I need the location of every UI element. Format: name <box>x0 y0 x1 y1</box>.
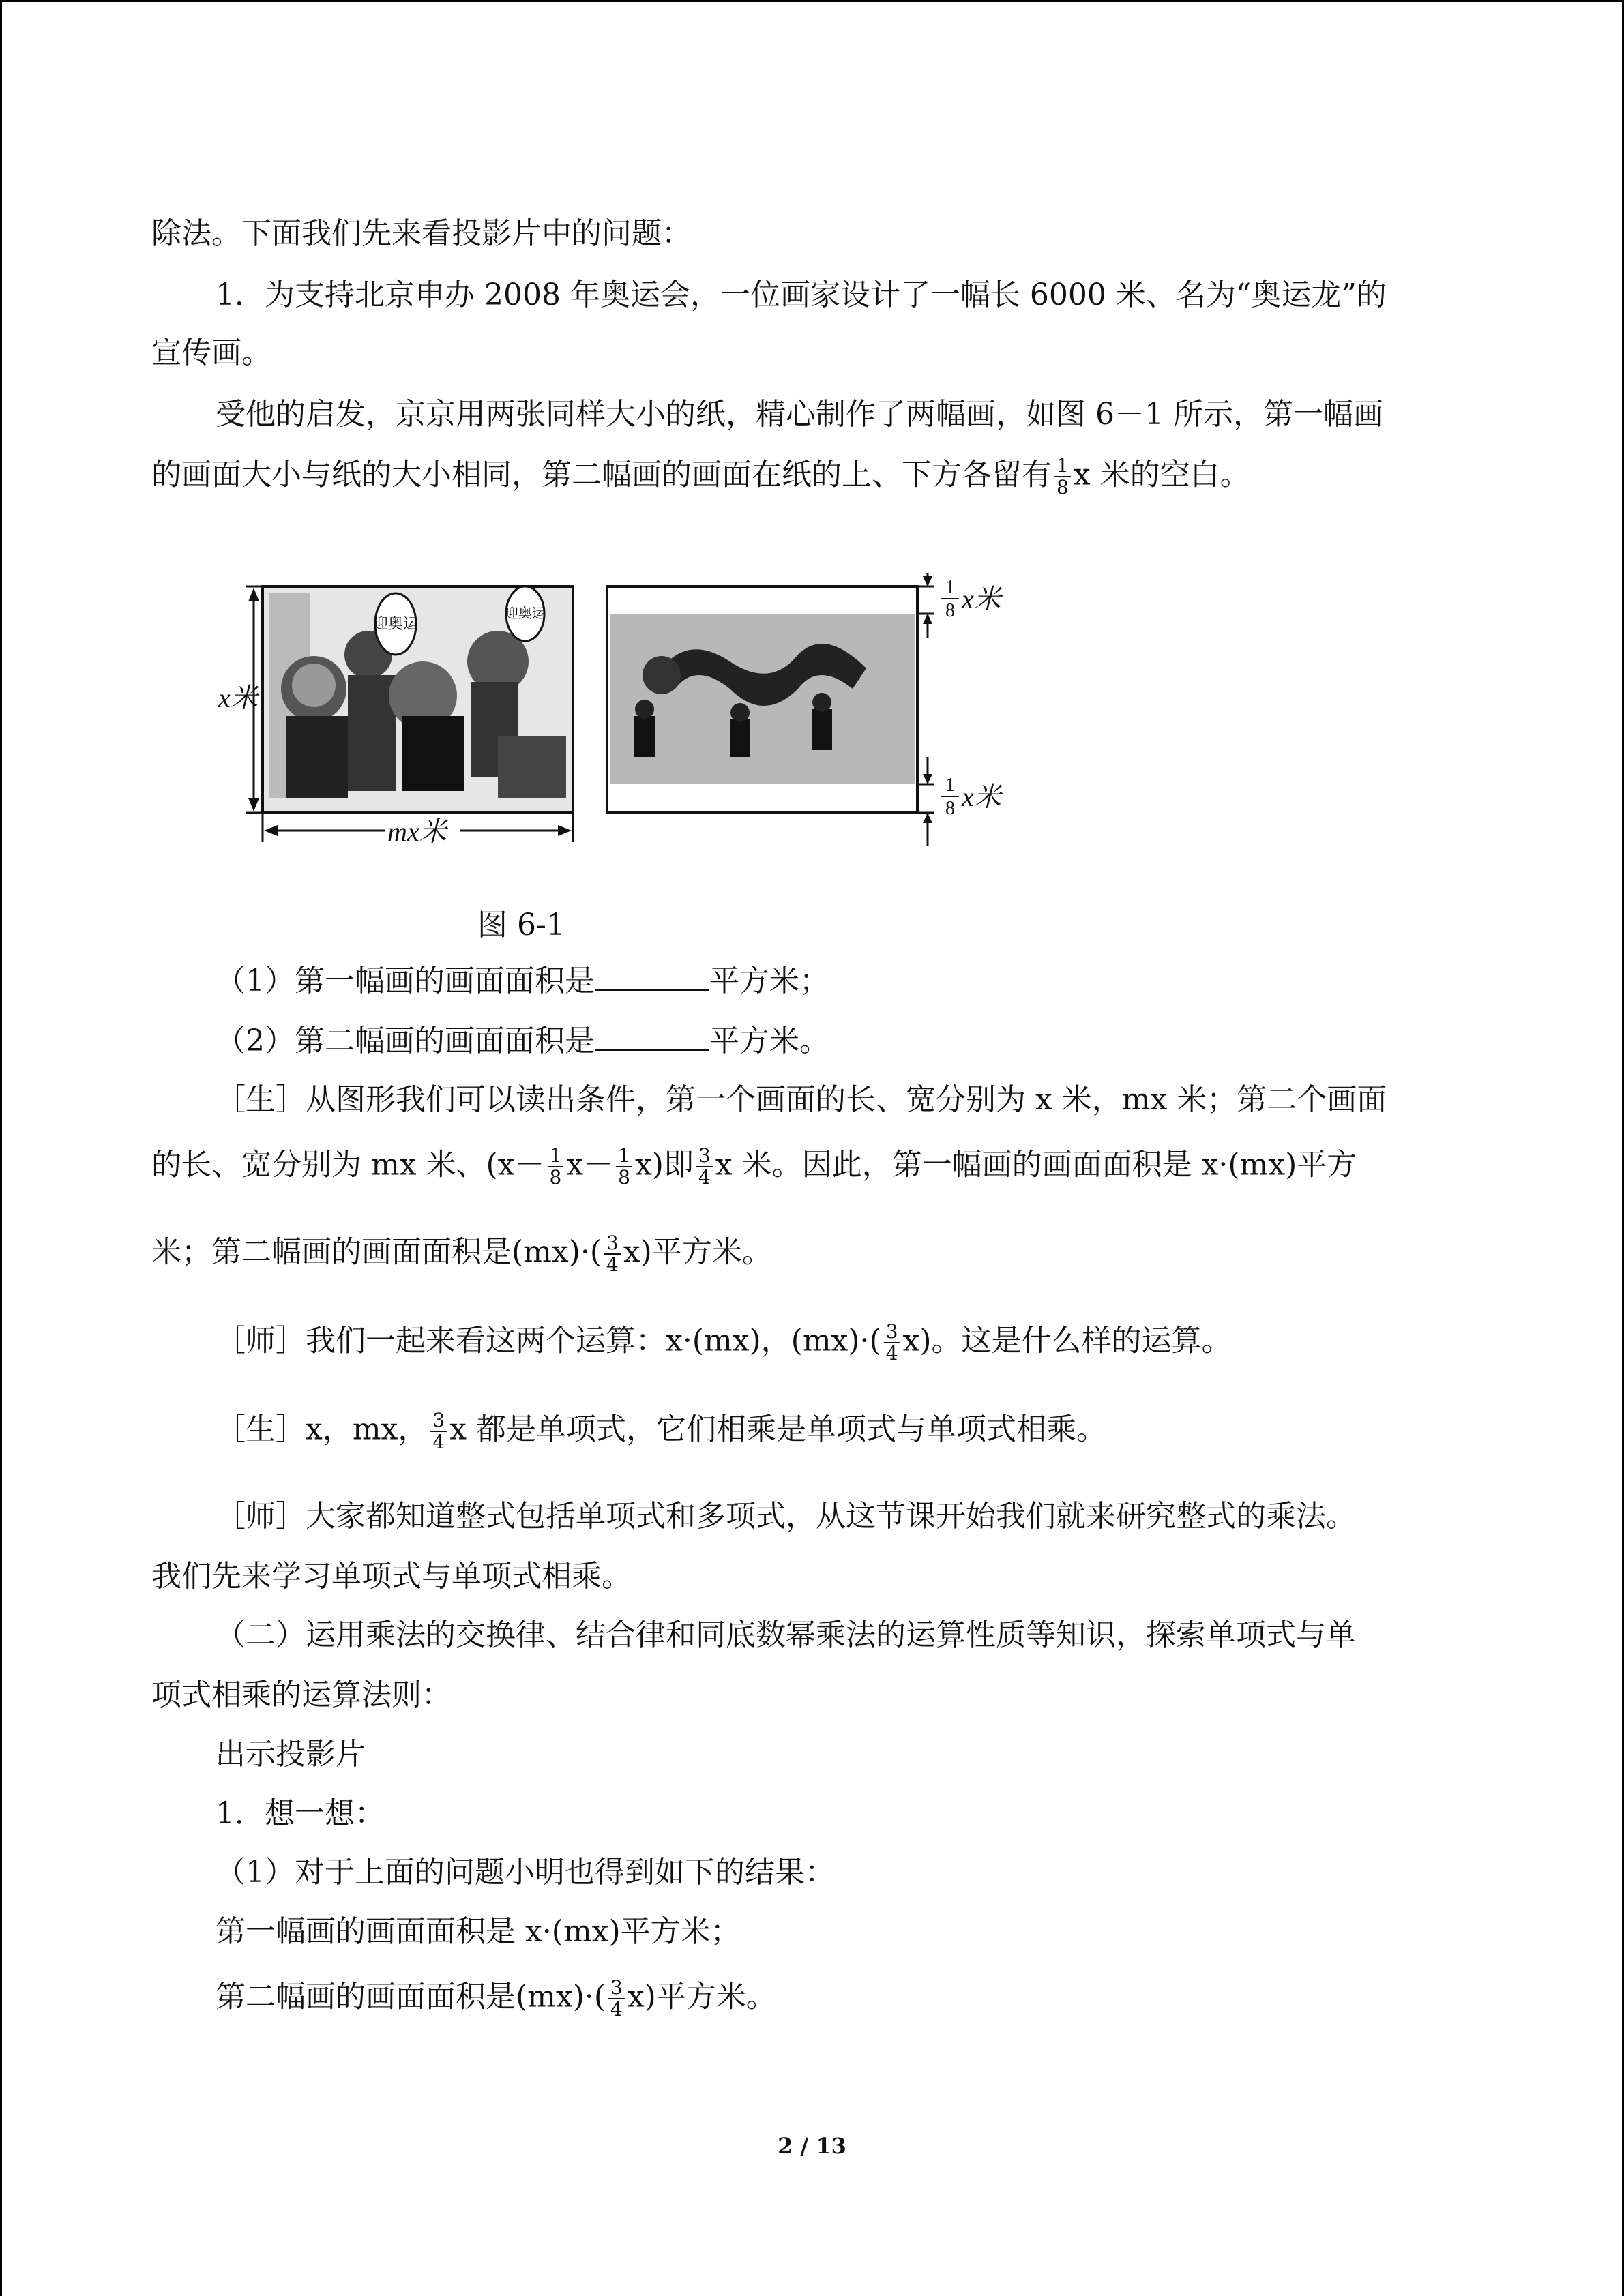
paragraph-line <box>151 1146 1357 1188</box>
text-segment: x－ <box>566 1147 614 1182</box>
text-segment: 的画面大小与纸的大小相同，第二幅画的画面在纸的上、下方各留有 <box>151 457 1052 492</box>
balloon-text: 迎奥运 <box>372 616 419 633</box>
paragraph-line: 除法。下面我们先来看投影片中的问题： <box>151 216 692 251</box>
paragraph-line: 1．想一想： <box>216 1796 385 1831</box>
text-segment: x)平方米。 <box>623 1234 772 1270</box>
svg-text:x米: x米 <box>962 781 1001 812</box>
bottom-margin-dimension <box>917 757 934 846</box>
fraction-numerator: 1 <box>1054 456 1071 477</box>
width-label: mx米 <box>387 816 447 847</box>
answer-blank[interactable] <box>595 961 709 991</box>
paragraph-line <box>216 1322 1232 1364</box>
balloon-text: 迎奥运 <box>505 605 546 621</box>
left-painting <box>263 586 573 813</box>
fraction <box>608 1978 625 2020</box>
question-line <box>216 961 829 1000</box>
paragraph-line <box>216 1410 1106 1452</box>
paragraph-line: 受他的启发，京京用两张同样大小的纸，精心制作了两幅画，如图 6－1 所示，第一幅画 <box>216 397 1383 432</box>
page-border-left <box>0 0 2 2296</box>
text-segment: x 都是单项式，它们相乘是单项式与单项式相乘。 <box>449 1412 1106 1447</box>
svg-text:8: 8 <box>945 798 955 819</box>
fraction-denominator: 4 <box>606 1253 619 1276</box>
fraction-denominator: 4 <box>885 1342 898 1365</box>
text-segment: x)即 <box>634 1147 694 1182</box>
fraction-denominator: 8 <box>1057 476 1069 498</box>
fraction <box>696 1146 713 1188</box>
fraction <box>430 1410 447 1452</box>
paragraph-line: ［生］从图形我们可以读出条件，第一个画面的长、宽分别为 x 米，mx 米；第二个画面 <box>216 1082 1387 1117</box>
fraction-numerator: 1 <box>616 1146 632 1167</box>
fraction-numerator: 3 <box>430 1410 447 1432</box>
fraction-denominator: 4 <box>698 1166 711 1189</box>
answer-blank[interactable] <box>595 1022 709 1051</box>
figure-caption: 图 6-1 <box>477 908 565 942</box>
text-segment: 第二幅画的画面面积是(mx)·( <box>216 1979 606 2014</box>
top-margin-dimension <box>917 573 934 638</box>
text-segment: 平方米。 <box>709 1024 829 1058</box>
paragraph-line: 1．为支持北京申办 2008 年奥运会，一位画家设计了一幅长 6000 米、名为“奥运龙”的 <box>216 278 1387 312</box>
text-segment: （2）第二幅画的画面面积是 <box>216 1024 595 1058</box>
paragraph-line: 我们先来学习单项式与单项式相乘。 <box>151 1559 632 1594</box>
fraction <box>1054 456 1071 498</box>
text-segment: 米；第二幅画的画面面积是(mx)·( <box>151 1234 602 1270</box>
bottom-margin-label <box>941 775 1003 819</box>
fraction-denominator: 4 <box>610 1998 623 2021</box>
top-margin-label <box>941 577 1003 621</box>
svg-text:1: 1 <box>945 775 955 796</box>
figure-6-1 <box>211 573 1030 866</box>
paragraph-line: 宣传画。 <box>151 336 271 370</box>
fraction-numerator: 1 <box>548 1146 564 1167</box>
paragraph-line <box>151 1233 772 1275</box>
fraction <box>616 1146 632 1188</box>
page-number: 2 / 13 <box>778 2133 846 2159</box>
svg-text:x米: x米 <box>962 584 1001 614</box>
paragraph-line: ［师］大家都知道整式包括单项式和多项式，从这节课开始我们就来研究整式的乘法。 <box>216 1499 1356 1534</box>
fraction <box>604 1233 621 1275</box>
svg-text:1: 1 <box>945 577 955 598</box>
page-border-top <box>0 0 1624 2</box>
text-segment: 的长、宽分别为 mx 米、(x－ <box>151 1147 545 1182</box>
fraction-numerator: 3 <box>884 1322 900 1343</box>
text-segment: x)平方米。 <box>627 1979 776 2014</box>
right-painting <box>607 586 917 813</box>
paragraph-line <box>151 456 1250 498</box>
text-segment: x 米。因此，第一幅画的画面面积是 x·(mx)平方 <box>715 1147 1357 1182</box>
paragraph-line: （1）对于上面的问题小明也得到如下的结果： <box>216 1855 835 1890</box>
fraction <box>884 1322 900 1364</box>
fraction-numerator: 3 <box>696 1146 713 1167</box>
paragraph-line: （二）运用乘法的交换律、结合律和同底数幂乘法的运算性质等知识，探索单项式与单 <box>216 1617 1356 1652</box>
paragraph-line <box>216 1978 776 2020</box>
height-label: x米 <box>218 683 258 713</box>
question-line <box>216 1022 829 1060</box>
fraction-denominator: 4 <box>432 1431 445 1453</box>
fraction-denominator: 8 <box>549 1166 562 1189</box>
paragraph-line: 出示投影片 <box>216 1737 366 1772</box>
svg-text:8: 8 <box>945 600 955 621</box>
text-segment: ［师］我们一起来看这两个运算：x·(mx)，(mx)·( <box>216 1323 881 1358</box>
fraction-denominator: 8 <box>618 1166 630 1189</box>
text-segment: 平方米； <box>709 964 829 998</box>
paragraph-line: 项式相乘的运算法则： <box>151 1678 452 1712</box>
paragraph-line: 第一幅画的画面面积是 x·(mx)平方米； <box>216 1914 741 1949</box>
fraction-numerator: 3 <box>608 1978 625 1999</box>
text-segment: （1）第一幅画的画面面积是 <box>216 964 595 998</box>
fraction-numerator: 3 <box>604 1233 621 1255</box>
text-segment: x 米的空白。 <box>1073 457 1250 492</box>
text-segment: ［生］x，mx， <box>216 1412 428 1447</box>
fraction <box>548 1146 564 1188</box>
text-segment: x)。这是什么样的运算。 <box>902 1323 1232 1358</box>
